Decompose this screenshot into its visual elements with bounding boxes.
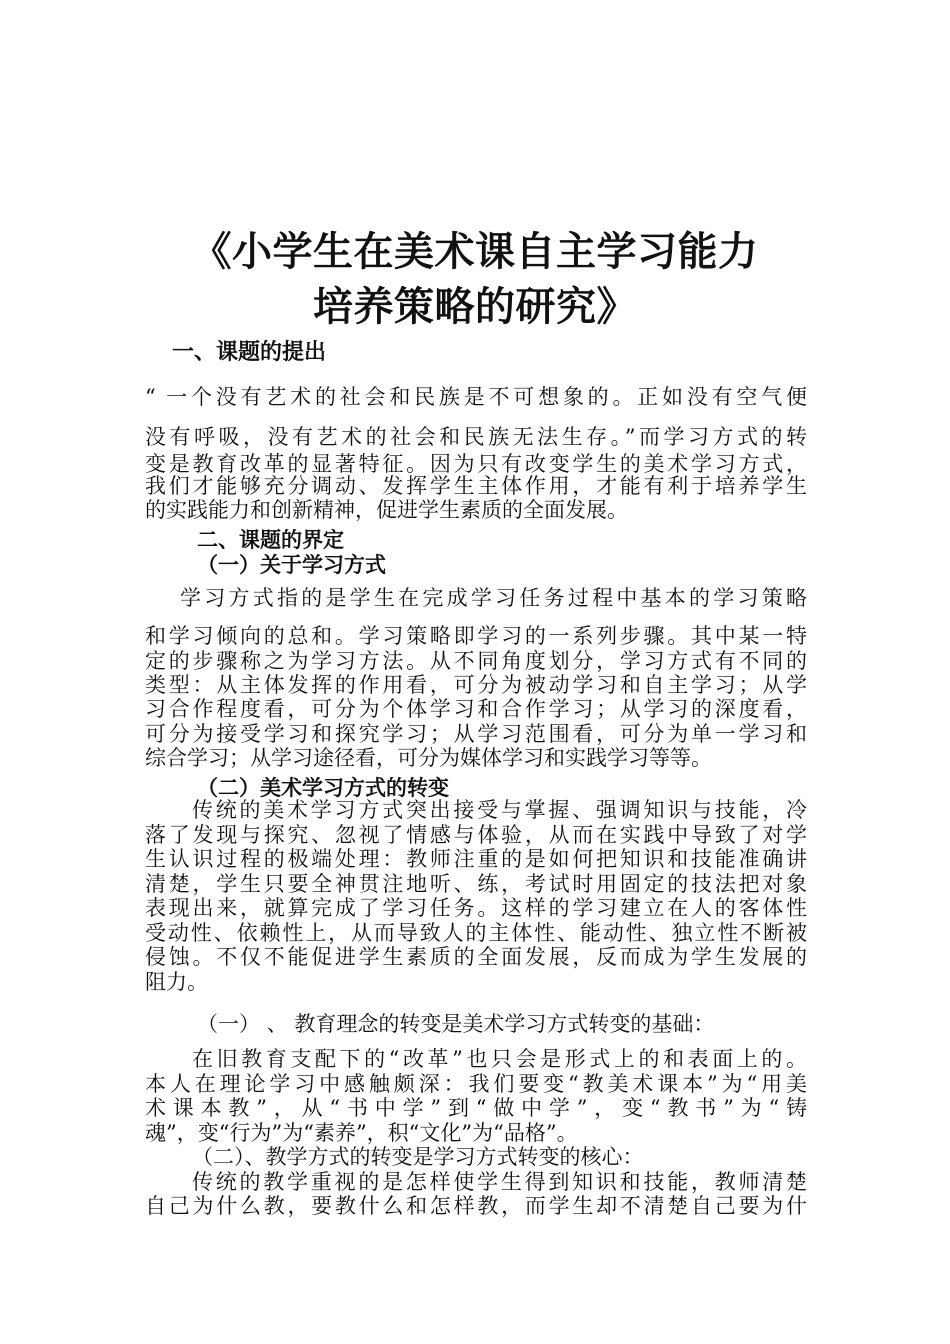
paragraph-line: 受动性、依赖性上，从而导致人的主体性、能动性、独立性不断被: [145, 921, 807, 945]
paragraph-line: 学习方式指的是学生在完成学习任务过程中基本的学习策略: [180, 586, 807, 610]
paragraph-line: 和学习倾向的总和。学习策略即学习的一系列步骤。其中某一特: [145, 624, 807, 648]
point-heading-2: （二）、教学方式的转变是学习方式转变的核心：: [192, 1145, 644, 1169]
document-title-line-2: 培养策略的研究》: [313, 283, 637, 330]
point-heading-1: （一） 、 教育理念的转变是美术学习方式转变的基础：: [197, 1012, 715, 1036]
paragraph-line: 生认识过程的极端处理：教师注重的是如何把知识和技能准确讲: [145, 847, 807, 871]
paragraph-line: 侵蚀。不仅不能促进学生素质的全面发展，反而成为学生发展的: [145, 945, 807, 969]
section-heading-2: 二、课题的界定: [197, 527, 344, 552]
paragraph-line: 术课本教”，从“书中学”到“做中学”，变“教书”为“铸: [145, 1096, 807, 1120]
subsection-heading-1: （一）关于学习方式: [197, 552, 386, 577]
paragraph-line: 可分为接受学习和探究学习；从学习范围看，可分为单一学习和: [145, 722, 807, 746]
section-heading-1: 一、课题的提出: [172, 339, 327, 365]
document-title-line-1: 《小学生在美术课自主学习能力: [191, 228, 759, 275]
paragraph-line: 自己为什么教，要教什么和怎样教，而学生却不清楚自己要为什: [145, 1194, 807, 1218]
paragraph-line: “ 一个没有艺术的社会和民族是不可想象的。正如没有空气便: [145, 385, 807, 409]
paragraph-line: 清楚，学生只要全神贯注地听、练，考试时用固定的技法把对象: [145, 872, 807, 896]
paragraph-line: 传统的教学重视的是怎样使学生得到知识和技能，教师清楚: [192, 1170, 807, 1194]
paragraph-line: 本人在理论学习中感触颇深：我们要变“教美术课本”为“用美: [145, 1072, 807, 1096]
paragraph-line: 落了发现与探究、忽视了情感与体验，从而在实践中导致了对学: [145, 823, 807, 847]
paragraph-line: 我们才能够充分调动、发挥学生主体作用，才能有利于培养学生: [145, 474, 807, 498]
paragraph-line: 的实践能力和创新精神，促进学生素质的全面发展。: [145, 498, 628, 522]
paragraph-line: 在旧教育支配下的“改革”也只会是形式上的和表面上的。: [192, 1047, 807, 1071]
paragraph-line: 变是教育改革的显著特征。因为只有改变学生的美术学习方式，: [145, 452, 807, 476]
paragraph-line: 习合作程度看，可分为个体学习和合作学习；从学习的深度看，: [145, 697, 807, 721]
paragraph-line: 魂”，变“行为”为“素养”，积“文化”为“品格”。: [145, 1121, 578, 1145]
paragraph-line: 综合学习；从学习途径看，可分为媒体学习和实践学习等等。: [145, 746, 712, 770]
paragraph-line: 定的步骤称之为学习方法。从不同角度划分，学习方式有不同的: [145, 649, 807, 673]
subsection-heading-2: （二）美术学习方式的转变: [197, 775, 449, 800]
paragraph-line: 表现出来，就算完成了学习任务。这样的学习建立在人的客体性: [145, 896, 807, 920]
paragraph-line: 阻力。: [145, 970, 208, 994]
paragraph-line: 传统的美术学习方式突出接受与掌握、强调知识与技能，冷: [192, 798, 807, 822]
paragraph-line: 没有呼吸，没有艺术的社会和民族无法生存。”而学习方式的转: [145, 425, 807, 449]
paragraph-line: 类型：从主体发挥的作用看，可分为被动学习和自主学习；从学: [145, 673, 807, 697]
